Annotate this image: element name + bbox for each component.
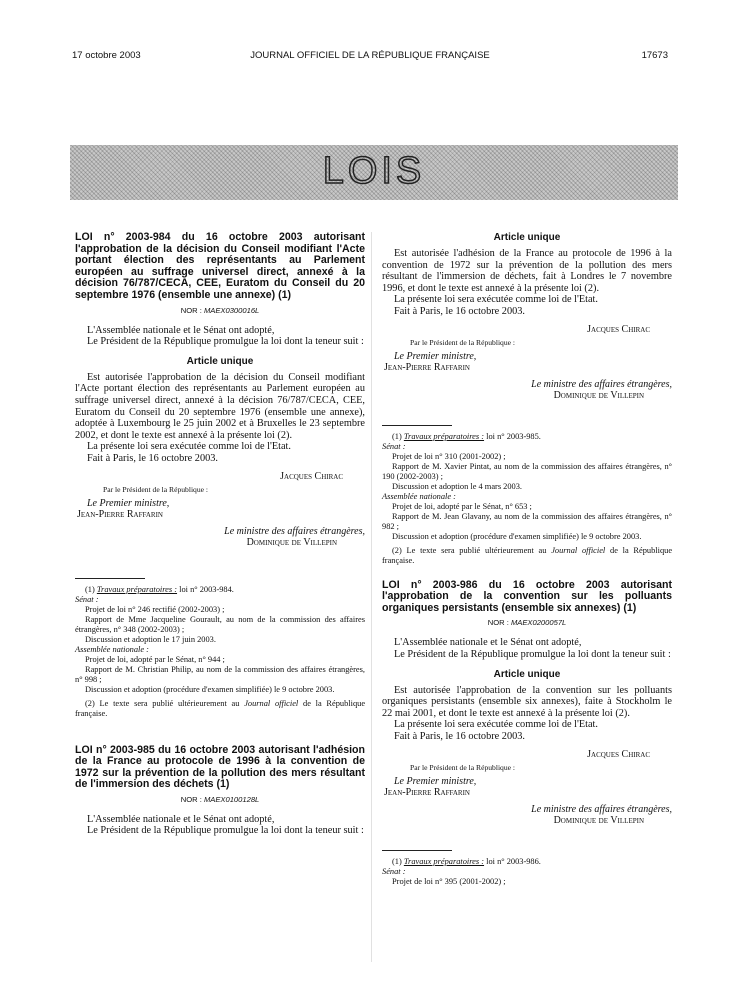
pm-title: Le Premier ministre, bbox=[87, 497, 170, 509]
section-banner bbox=[70, 145, 678, 200]
an-item: Rapport de M. Jean Glavany, au nom de la commission des affaires étrangères, n° 982 ; bbox=[382, 511, 672, 531]
senat-label: Sénat : bbox=[75, 594, 99, 604]
footnote-rule bbox=[75, 578, 145, 579]
intro-promulgation: Le Président de la République promulgue la loi dont la teneur suit : bbox=[87, 336, 364, 348]
by-president: Par le Président de la République : bbox=[410, 762, 516, 772]
travaux-label: Travaux préparatoires : bbox=[96, 584, 178, 594]
an-item: Rapport de M. Christian Philip, au nom de la commission des affaires étrangères, n° 998 ; bbox=[75, 664, 365, 684]
article-text: Est autorisée l'approbation de la décision du Conseil modifiant l'Acte portant élection des représentants au Parlement européen au suffrage universel direct, annexé à la décision 76/787/CECA, CEE, Euratom du Conseil du 20 septembre 1976 (ensemble une annexe), adoptée à Luxembourg le 25 juin 2002 et à Bruxelles le 23 septembre 2002, et dont le texte est annexé à la présente loi (2). bbox=[75, 371, 365, 441]
footnote-2: (2) Le texte sera publié ultérieurement au Journal officiel de la République française. bbox=[382, 545, 673, 565]
nor-label: NOR : bbox=[487, 618, 509, 628]
travaux-label: Travaux préparatoires : bbox=[403, 856, 485, 866]
done-at: Fait à Paris, le 16 octobre 2003. bbox=[394, 730, 525, 742]
senat-item: Projet de loi n° 246 rectifié (2002-2003) ; bbox=[85, 604, 225, 614]
senat-item: Rapport de M. Xavier Pintat, au nom de la commission des affaires étrangères, n° 190 (2002-2003) ; bbox=[382, 461, 672, 481]
execution-clause: La présente loi sera exécutée comme loi de l'Etat. bbox=[394, 719, 598, 731]
law-title: LOI n° 2003-986 du 16 octobre 2003 autorisant l'approbation de la convention sur les polluants organiques persistants (ensemble six annexes) (1) bbox=[382, 578, 672, 614]
footnote-rule bbox=[382, 425, 452, 426]
nor-code: MAEX0200057L bbox=[510, 618, 567, 628]
senat-item: Discussion et adoption le 17 juin 2003. bbox=[85, 634, 216, 644]
minister-signature: Dominique de Villepin bbox=[553, 389, 644, 401]
law-2003-985 bbox=[75, 745, 365, 838]
law-2003-985-continued bbox=[382, 232, 672, 566]
running-header bbox=[72, 50, 668, 64]
intro-promulgation: Le Président de la République promulgue la loi dont la teneur suit : bbox=[394, 648, 671, 660]
footnote-1: (1) Travaux préparatoires : loi n° 2003-984. bbox=[85, 584, 234, 594]
nor-reference bbox=[382, 618, 672, 627]
right-column bbox=[382, 232, 672, 887]
senat-item: Rapport de Mme Jacqueline Gourault, au nom de la commission des affaires étrangères, n° 348 (2002-2003) ; bbox=[75, 614, 365, 634]
execution-clause: La présente loi sera exécutée comme loi de l'Etat. bbox=[394, 294, 598, 306]
nor-label: NOR : bbox=[180, 794, 202, 804]
article-text: Est autorisée l'approbation de la convention sur les polluants organiques persistants (ensemble six annexes), faite à Stockholm le 22 mai 2001, et dont le texte est annexé à la présente loi (2). bbox=[382, 684, 672, 719]
law-title: LOI n° 2003-985 du 16 octobre 2003 autorisant l'adhésion de la France au protocole de 1996 à la convention de 1972 sur la prévention de la pollution des mers résultant de l'immersion des déchets (1) bbox=[75, 743, 365, 791]
pm-signature: Jean-Pierre Raffarin bbox=[77, 508, 163, 520]
senat-item: Projet de loi n° 310 (2001-2002) ; bbox=[392, 451, 506, 461]
nor-reference bbox=[75, 306, 365, 315]
done-at: Fait à Paris, le 16 octobre 2003. bbox=[87, 452, 218, 464]
nor-code: MAEX0100128L bbox=[203, 794, 260, 804]
minister-title: Le ministre des affaires étrangères, bbox=[531, 803, 672, 815]
article-heading: Article unique bbox=[493, 668, 561, 680]
footnote-1: (1) Travaux préparatoires : loi n° 2003-985. bbox=[392, 431, 541, 441]
intro-promulgation: Le Président de la République promulgue la loi dont la teneur suit : bbox=[87, 825, 364, 837]
minister-title: Le ministre des affaires étrangères, bbox=[224, 525, 365, 537]
senat-item: Discussion et adoption le 4 mars 2003. bbox=[392, 481, 523, 491]
minister-signature: Dominique de Villepin bbox=[553, 814, 644, 826]
intro-adoption: L'Assemblée nationale et le Sénat ont adopté, bbox=[394, 637, 582, 649]
article-heading: Article unique bbox=[186, 355, 254, 367]
president-signature: Jacques Chirac bbox=[280, 470, 343, 482]
minister-signature: Dominique de Villepin bbox=[246, 536, 337, 548]
an-item: Projet de loi, adopté par le Sénat, n° 653 ; bbox=[392, 501, 532, 511]
left-column bbox=[75, 232, 365, 837]
pm-title: Le Premier ministre, bbox=[394, 775, 477, 787]
footnote-rule bbox=[382, 850, 452, 851]
president-signature: Jacques Chirac bbox=[587, 323, 650, 335]
senat-label: Sénat : bbox=[382, 441, 406, 451]
intro-adoption: L'Assemblée nationale et le Sénat ont adopté, bbox=[87, 324, 275, 336]
issue-date: 17 octobre 2003 bbox=[72, 50, 141, 61]
an-label: Assemblée nationale : bbox=[75, 644, 149, 654]
senat-item: Projet de loi n° 395 (2001-2002) ; bbox=[392, 876, 506, 886]
section-title: LOIS bbox=[322, 150, 426, 192]
pm-title: Le Premier ministre, bbox=[394, 350, 477, 362]
footnote-1: (1) Travaux préparatoires : loi n° 2003-986. bbox=[392, 856, 541, 866]
an-item: Discussion et adoption (procédure d'examen simplifiée) le 9 octobre 2003. bbox=[392, 531, 642, 541]
president-signature: Jacques Chirac bbox=[587, 748, 650, 760]
pm-signature: Jean-Pierre Raffarin bbox=[384, 786, 470, 798]
article-text: Est autorisée l'adhésion de la France au protocole de 1996 à la convention de 1972 sur la prévention de la pollution des mers résultant de l'immersion de déchets, fait à Londres le 7 novembre 1996, et dont le texte est annexé à la présente loi (2). bbox=[382, 248, 672, 294]
nor-label: NOR : bbox=[180, 305, 202, 315]
pm-signature: Jean-Pierre Raffarin bbox=[384, 361, 470, 373]
nor-reference bbox=[75, 795, 365, 804]
law-title: LOI n° 2003-984 du 16 octobre 2003 autorisant l'approbation de la décision du Conseil modifiant l'Acte portant élection des représentants au Parlement européen au suffrage universel direct, annexé à la décision 76/787/CECA, CEE, Euratom du Conseil du 20 septembre 1976 (ensemble une annexe) (1) bbox=[75, 231, 365, 301]
intro-adoption: L'Assemblée nationale et le Sénat ont adopté, bbox=[87, 813, 275, 825]
footnote-2: (2) Le texte sera publié ultérieurement au Journal officiel de la République française. bbox=[75, 698, 366, 718]
an-item: Discussion et adoption (procédure d'examen simplifiée) le 9 octobre 2003. bbox=[85, 684, 335, 694]
an-label: Assemblée nationale : bbox=[382, 491, 456, 501]
senat-label: Sénat : bbox=[382, 866, 406, 876]
minister-title: Le ministre des affaires étrangères, bbox=[531, 378, 672, 390]
page-number: 17673 bbox=[641, 50, 668, 61]
travaux-label: Travaux préparatoires : bbox=[403, 431, 485, 441]
law-2003-984 bbox=[75, 232, 365, 719]
execution-clause: La présente loi sera exécutée comme loi de l'Etat. bbox=[87, 441, 291, 453]
done-at: Fait à Paris, le 16 octobre 2003. bbox=[394, 305, 525, 317]
nor-code: MAEX0300016L bbox=[203, 305, 260, 315]
an-item: Projet de loi, adopté par le Sénat, n° 944 ; bbox=[85, 654, 225, 664]
by-president: Par le Président de la République : bbox=[103, 484, 209, 494]
article-heading: Article unique bbox=[493, 232, 561, 243]
column-divider bbox=[371, 232, 372, 962]
law-2003-986 bbox=[382, 580, 672, 887]
by-president: Par le Président de la République : bbox=[410, 337, 516, 347]
journal-name: JOURNAL OFFICIEL DE LA RÉPUBLIQUE FRANÇAISE bbox=[250, 50, 490, 61]
